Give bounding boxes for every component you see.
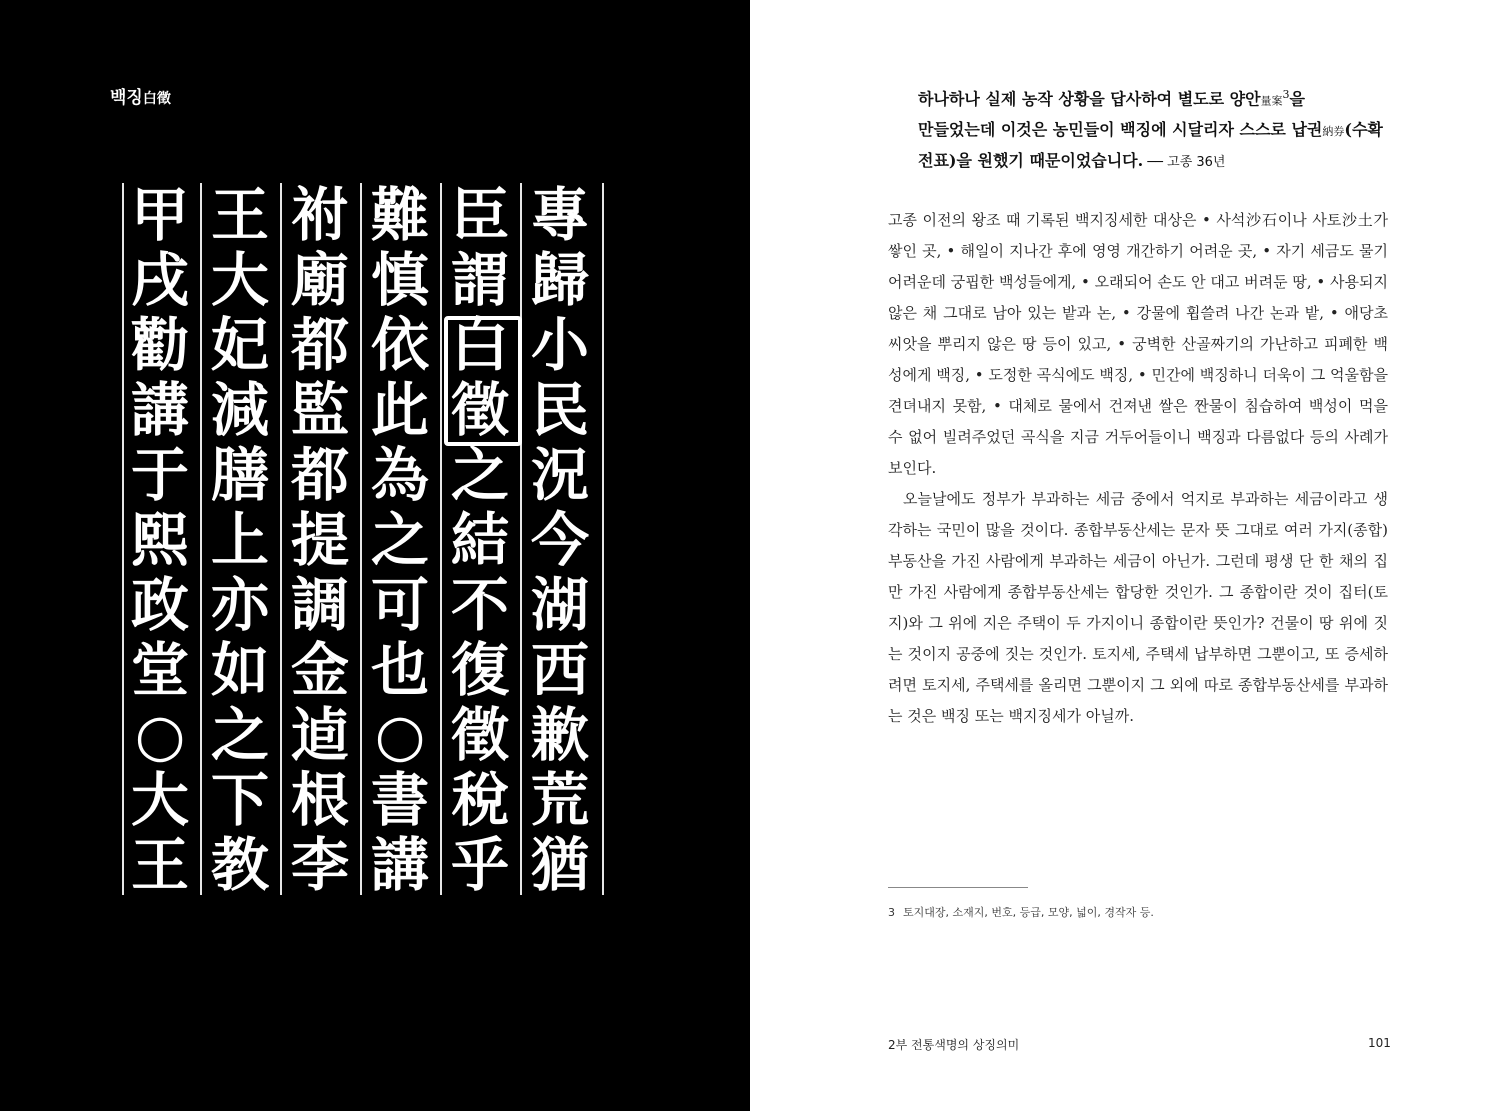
section-title <box>110 83 171 108</box>
calligraphy-char: 逌 <box>290 701 349 769</box>
calligraphy-char: 歸 <box>530 246 589 314</box>
right-page <box>750 0 1500 1111</box>
calligraphy-char: 民 <box>530 376 589 444</box>
calligraphy-char: 講 <box>370 831 429 899</box>
paragraph: 고종 이전의 왕조 때 기록된 백지징세한 대상은 • 사석沙石이나 사토沙土가 쌓인 곳, • 해일이 지나간 후에 영영 개간하기 어려운 곳, • 자기 세금도 물기 어려운데 궁핍한 백성들에게, • 오래되어 손도 안 대고 버려둔 땅, • 사용되지 않은 채 그대로 남아 있는 밭과 논, • 강물에 휩쓸려 나간 논과 밭, • 애당초 씨앗을 뿌리지 않은 땅 등이 있고, • 궁벽한 산골짜기의 가난하고 피폐한 백성에게 백징, • 도정한 곡식에도 백징, • 민간에 백징하니 더욱이 그 억울함을 견뎌내지 못함, • 대체로 물에서 건져낸 쌀은 짠물이 침습하여 백성이 먹을 수 없어 빌려주었던 곡식을 지금 거두어들이니 백징과 다름없다 등의 사례가 보인다. <box>888 211 1388 477</box>
calligraphy-char: 祔 <box>290 181 349 249</box>
calligraphy-char: 徵 <box>450 701 509 769</box>
quote-line <box>918 146 1398 177</box>
quote-hanja: 納券 <box>1322 125 1345 139</box>
calligraphy-char: 根 <box>290 766 349 834</box>
calligraphy-char: 復 <box>450 636 509 704</box>
calligraphy-char: 如 <box>210 636 269 704</box>
calligraphy-char: ○ <box>134 701 186 769</box>
calligraphy-column <box>520 181 600 899</box>
calligraphy-char: 謂 <box>450 246 509 314</box>
calligraphy-char: 于 <box>130 441 189 509</box>
calligraphy-char: 都 <box>290 311 349 379</box>
calligraphy-char: 臣 <box>450 181 509 249</box>
footnote <box>888 904 1154 920</box>
calligraphy-char: 況 <box>530 441 589 509</box>
calligraphy-char: 乎 <box>450 831 509 899</box>
calligraphy-char: 小 <box>530 311 589 379</box>
footnote-text: 토지대장, 소재지, 번호, 등급, 모양, 넓이, 경작자 등. <box>903 906 1154 919</box>
quote-line <box>918 115 1398 146</box>
quote-hanja: 量案 <box>1260 94 1283 108</box>
paragraph: 오늘날에도 정부가 부과하는 세금 중에서 억지로 부과하는 세금이라고 생각하는 국민이 많을 것이다. 종합부동산세는 문자 뜻 그대로 여러 가지(종합) 부동산을 가진 사람에게 부과하는 세금이 아닌가. 그런데 평생 단 한 채의 집만 가진 사람에게 종합부동산세는 합당한 것인가. 그 종합이란 것이 집터(토지)와 그 위에 지은 주택이 두 가지이니 종합이란 뜻인가? 건물이 땅 위에 짓는 것이지 공중에 짓는 것인가. 토지세, 주택세 납부하면 그뿐이고, 또 증세하려면 토지세, 주택세를 올리면 그뿐이지 그 외에 따로 종합부동산세를 부과하는 것은 백징 또는 백지징세가 아닐까. <box>888 490 1388 725</box>
calligraphy-char: 李 <box>290 831 349 899</box>
calligraphy-char: 書 <box>370 766 429 834</box>
calligraphy-char: 提 <box>290 506 349 574</box>
calligraphy-char: 專 <box>530 181 589 249</box>
calligraphy-char: 都 <box>290 441 349 509</box>
calligraphy-char: 依 <box>370 311 429 379</box>
quote-text: 하나하나 실제 농작 상황을 답사하여 별도로 양안 <box>918 89 1261 109</box>
calligraphy-char: 不 <box>450 571 509 639</box>
calligraphy-char: 講 <box>130 376 189 444</box>
quote-source: ── 고종 36년 <box>1143 155 1226 171</box>
running-head: 2부 전통색명의 상징의미 <box>888 1038 1020 1052</box>
calligraphy-column <box>200 181 280 899</box>
column-rule <box>602 183 604 895</box>
calligraphy-char: 之 <box>450 441 509 509</box>
calligraphy-column <box>120 181 200 899</box>
calligraphy-char: 湖 <box>530 571 589 639</box>
calligraphy-char: 監 <box>290 376 349 444</box>
calligraphy-char: 徵 <box>450 376 509 444</box>
calligraphy-char: 稅 <box>450 766 509 834</box>
calligraphy-char: 廟 <box>290 246 349 314</box>
calligraphy-char: 熙 <box>130 506 189 574</box>
calligraphy-char: 勸 <box>130 311 189 379</box>
calligraphy-char: 歉 <box>530 701 589 769</box>
calligraphy-char: 戌 <box>130 246 189 314</box>
calligraphy-char: 膳 <box>210 441 269 509</box>
footnote-number: 3 <box>888 906 895 919</box>
calligraphy-char: 難 <box>370 181 429 249</box>
quote-text: (수확 <box>1344 120 1383 140</box>
section-title-korean: 백징 <box>110 88 143 108</box>
calligraphy-column <box>440 181 520 899</box>
calligraphy-char: 猶 <box>530 831 589 899</box>
section-title-hanja: 白徵 <box>142 91 171 107</box>
calligraphy-char: 王 <box>130 831 189 899</box>
calligraphy-char: 金 <box>290 636 349 704</box>
calligraphy-char: 妃 <box>210 311 269 379</box>
calligraphy-char: 亦 <box>210 571 269 639</box>
calligraphy-char: 此 <box>370 376 429 444</box>
calligraphy-char: 白 <box>450 311 509 379</box>
quote-block <box>918 80 1398 177</box>
body-text <box>888 205 1388 732</box>
calligraphy-char: 結 <box>450 506 509 574</box>
footnote-divider <box>888 887 1028 888</box>
calligraphy-char: 教 <box>210 831 269 899</box>
page-number: 101 <box>1368 1036 1391 1050</box>
calligraphy-char: 上 <box>210 506 269 574</box>
calligraphy-char: 甲 <box>130 181 189 249</box>
footnote-ref[interactable]: 3 <box>1282 88 1290 101</box>
calligraphy-char: 可 <box>370 571 429 639</box>
highlight-box <box>444 316 522 446</box>
calligraphy-char: 下 <box>210 766 269 834</box>
calligraphy-char: 堂 <box>130 636 189 704</box>
calligraphy-char: 荒 <box>530 766 589 834</box>
calligraphy-char: 王 <box>210 181 269 249</box>
calligraphy-char: 減 <box>210 376 269 444</box>
calligraphy-column <box>280 181 360 899</box>
calligraphy-char: 慎 <box>370 246 429 314</box>
calligraphy-char: 也 <box>370 636 429 704</box>
calligraphy-char: 之 <box>370 506 429 574</box>
calligraphy-char: 之 <box>210 701 269 769</box>
calligraphy-char: 今 <box>530 506 589 574</box>
calligraphy-char: 政 <box>130 571 189 639</box>
calligraphy-char: 大 <box>130 766 189 834</box>
quote-text: 을 <box>1289 89 1306 109</box>
calligraphy-char: 大 <box>210 246 269 314</box>
calligraphy-char: 調 <box>290 571 349 639</box>
quote-text: 전표)을 원했기 때문이었습니다. <box>918 151 1144 171</box>
calligraphy-column <box>360 181 440 899</box>
quote-line <box>918 80 1398 115</box>
calligraphy-char: 西 <box>530 636 589 704</box>
calligraphy-char: 為 <box>370 441 429 509</box>
quote-text: 만들었는데 이것은 농민들이 백징에 시달리자 스스로 납권 <box>918 120 1323 140</box>
calligraphy-char: ○ <box>374 701 426 769</box>
